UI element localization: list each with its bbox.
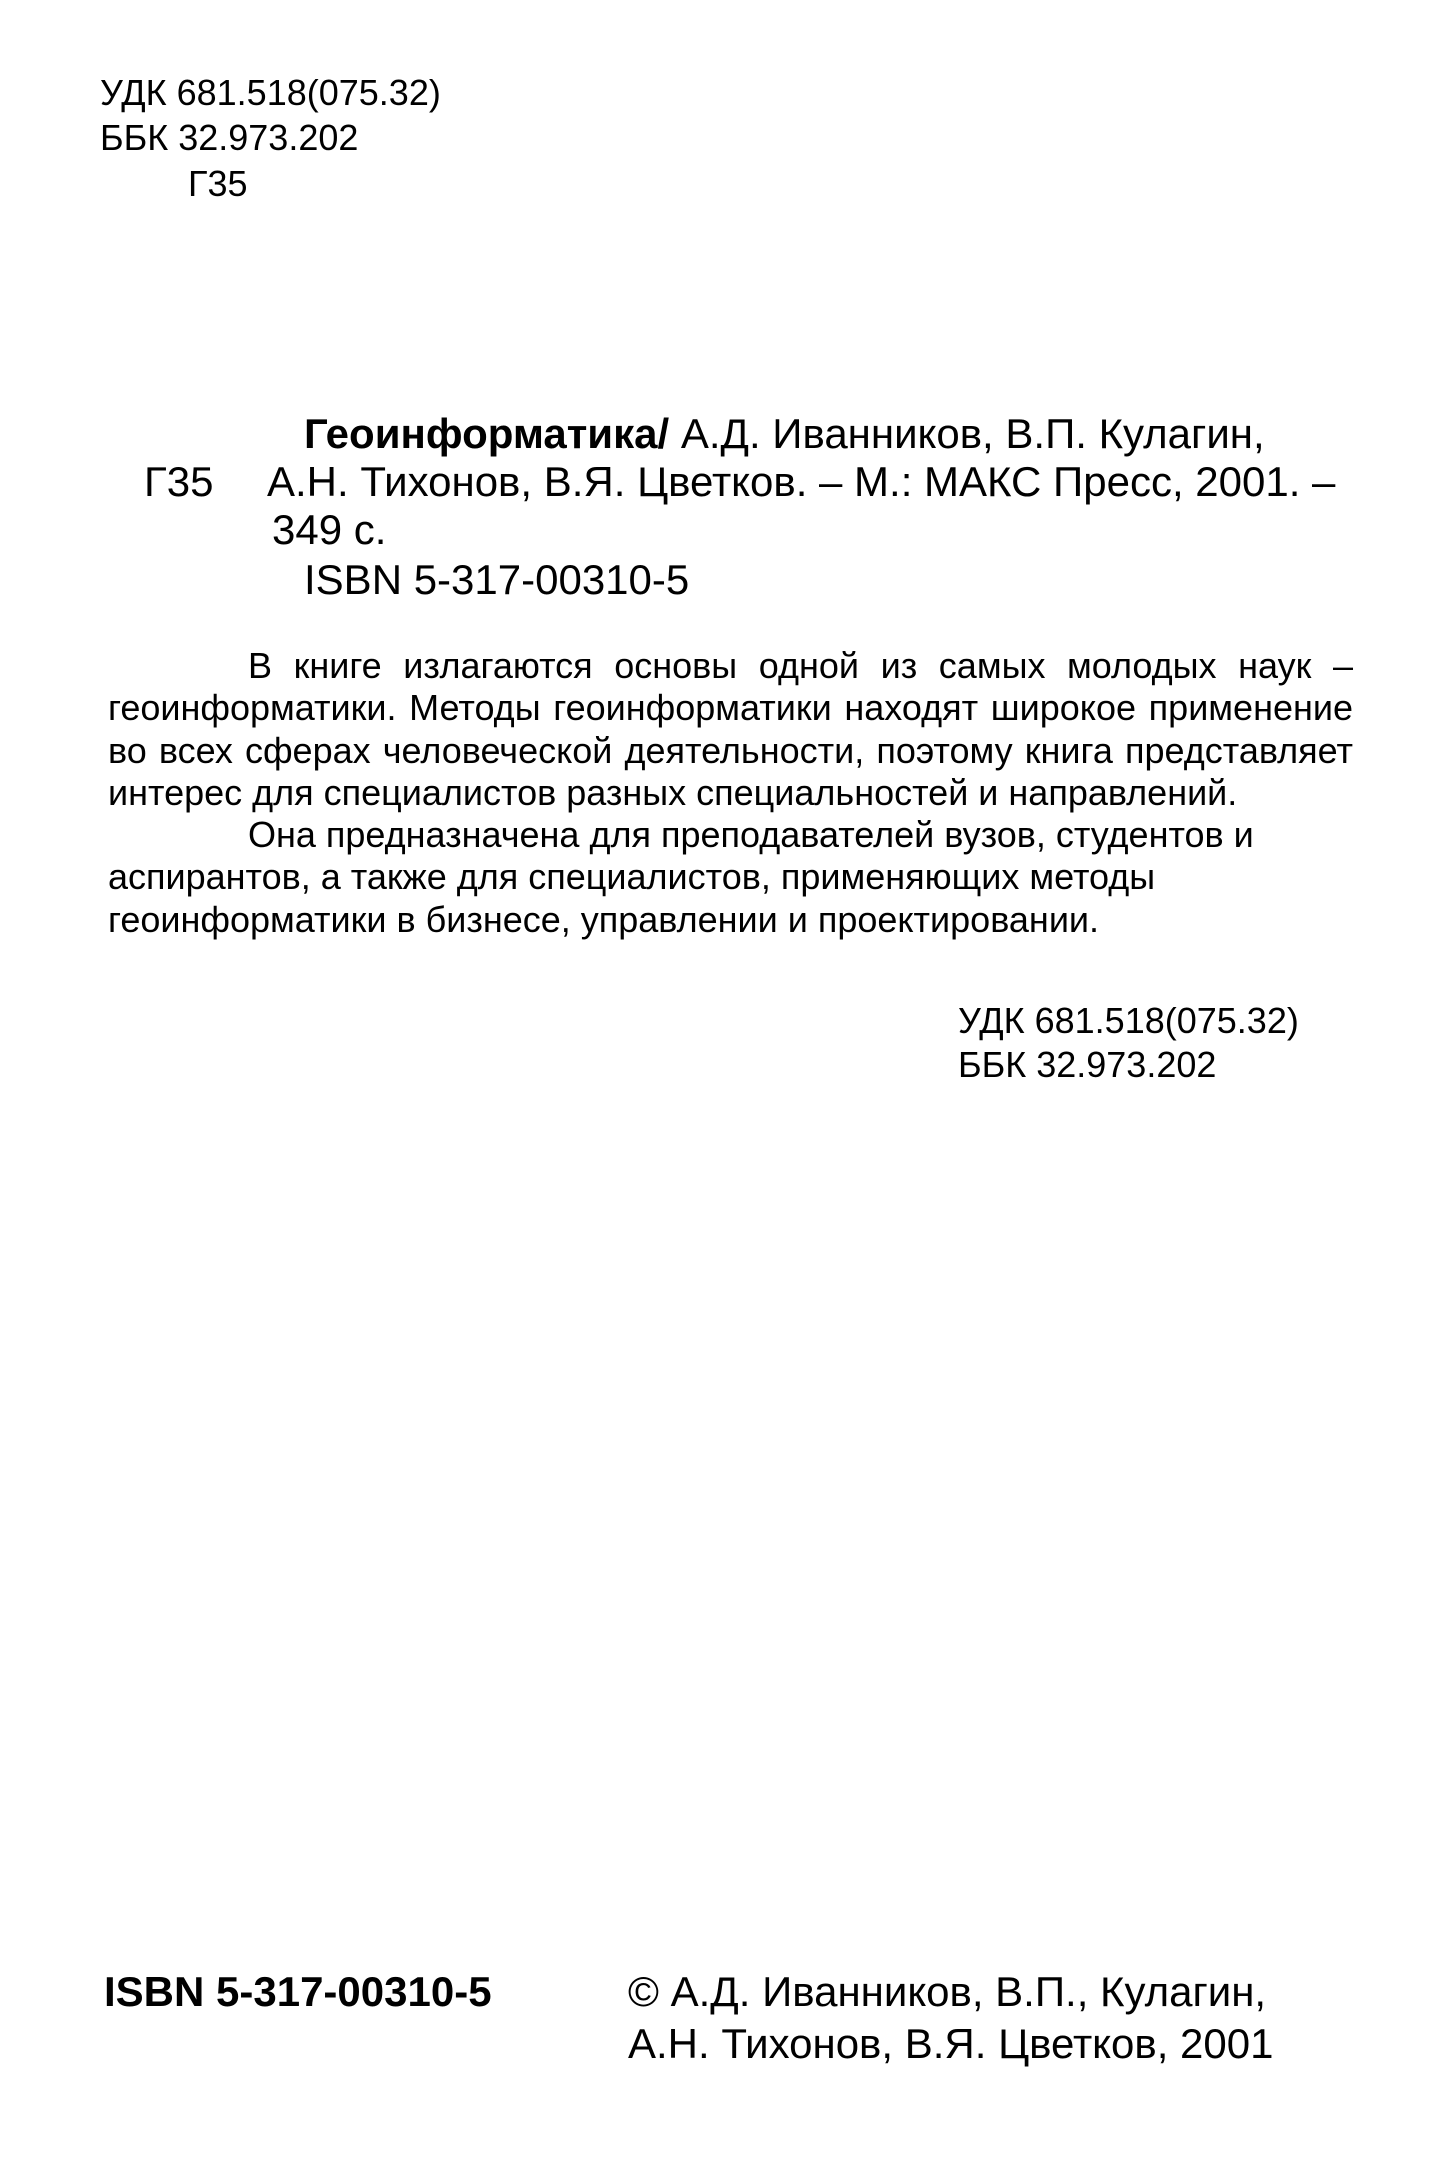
bib-isbn: ISBN 5-317-00310-5 bbox=[304, 556, 690, 603]
bib-page-count: 349 с. bbox=[272, 506, 387, 553]
bib-line-2: А.Н. Тихонов, В.Я. Цветков. – М.: МАКС Пресс, 2001. – bbox=[267, 458, 1336, 505]
copyright-line-1: © А.Д. Иванников, В.П., Кулагин, bbox=[628, 1968, 1267, 2015]
udk-code: УДК 681.518(075.32) bbox=[100, 72, 441, 113]
footer-bbk-code: ББК 32.973.202 bbox=[958, 1044, 1217, 1085]
annotation-paragraph-1: В книге излагаются основы одной из самых молодых наук – геоинформатики. Методы геоинформатики находят широкое применение во всех сферах человеческой деятельности, поэтому книга представляет интерес для специалистов разных специальностей и направлений. bbox=[108, 645, 1353, 813]
copyright-line-2: А.Н. Тихонов, В.Я. Цветков, 2001 bbox=[628, 2020, 1274, 2067]
annotation bbox=[108, 645, 1353, 941]
bib-authors-part1: А.Д. Иванников, В.П. Кулагин, bbox=[669, 410, 1265, 457]
bottom-isbn: ISBN 5-317-00310-5 bbox=[104, 1968, 492, 2015]
bbk-code: ББК 32.973.202 bbox=[100, 117, 359, 158]
footer-udk-code: УДК 681.518(075.32) bbox=[958, 1000, 1299, 1041]
author-mark: Г35 bbox=[188, 163, 248, 204]
bib-author-mark: Г35 bbox=[144, 458, 214, 505]
bib-line-1 bbox=[304, 410, 1265, 458]
book-title: Геоинформатика/ bbox=[304, 410, 670, 457]
annotation-paragraph-2: Она предназначена для преподавателей вузов, студентов и аспирантов, а также для специалистов, применяющих методы геоинформатики в бизнесе, управлении и проектировании. bbox=[108, 814, 1254, 940]
